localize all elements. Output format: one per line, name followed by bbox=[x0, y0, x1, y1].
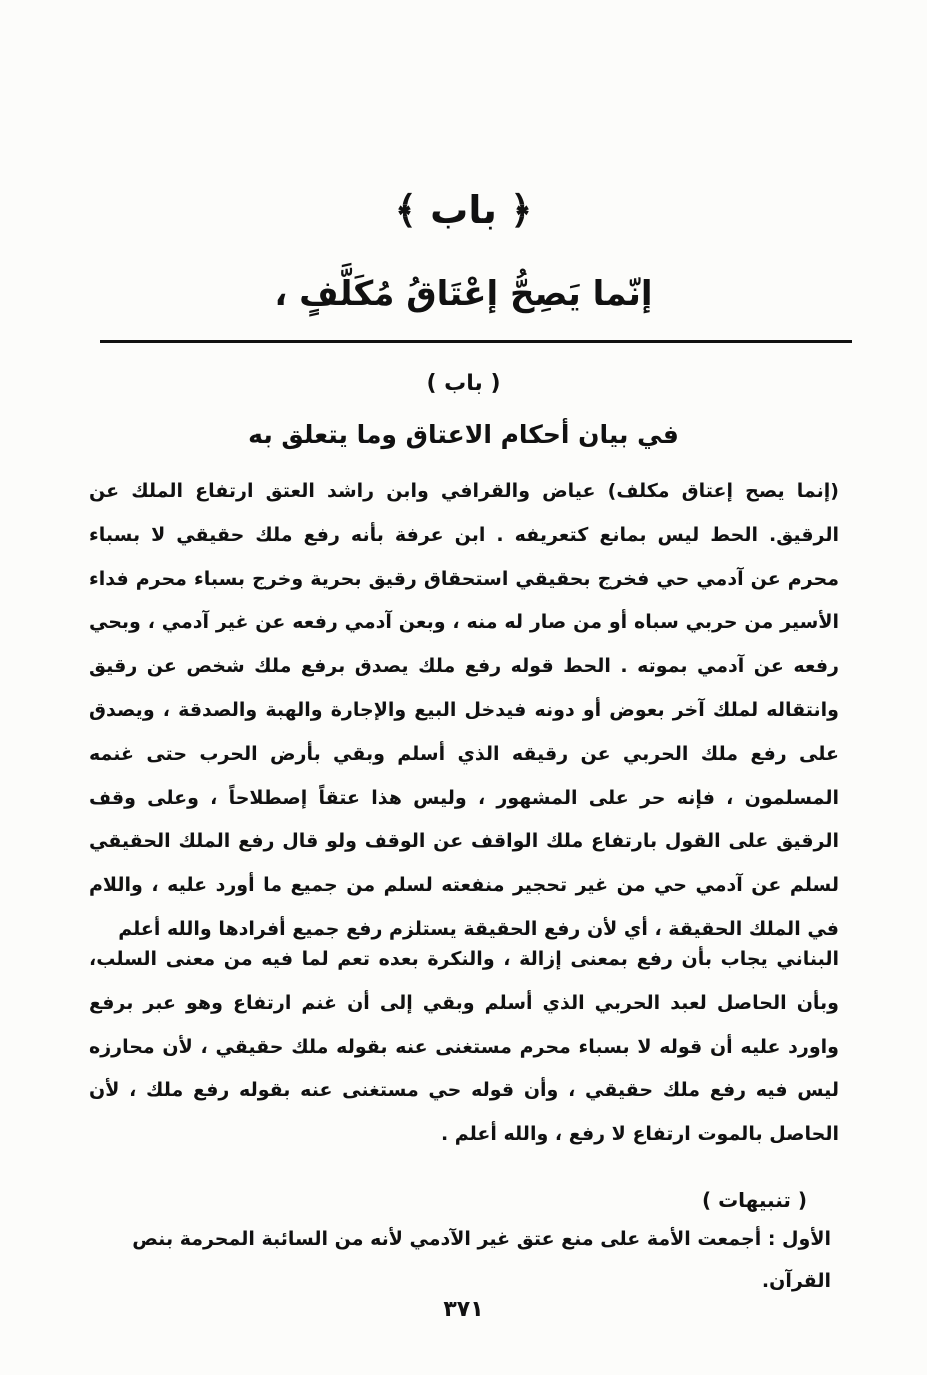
sub-title: في بيان أحكام الاعتاق وما يتعلق به bbox=[248, 420, 679, 449]
heading-divider bbox=[100, 340, 852, 343]
body-paragraph-2: البناني يجاب بأن رفع بمعنى إزالة ، والنكرة بعده تعم لما فيه من معنى السلب، وبأن الحاصل لعبد الحربي الذي أسلم وبقي إلى أن غنم ارتفاع وهو عبر برفع واورد عليه أن قوله لا بسباء محرم مستغنى عنه بقوله ملك حقيقي ، لأن محارزه ليس فيه رفع ملك حقيقي ، وأن قوله حي مستغنى عنه بقوله رفع ملك ، لأن الحاصل بالموت ارتفاع لا رفع ، والله أعلم . bbox=[89, 948, 839, 1146]
body-paragraph-1: (إنما يصح إعتاق مكلف) عياض والقرافي وابن راشد العتق ارتفاع الملك عن الرقيق. الحط ليس بمانع كتعريفه . ابن عرفة بأنه رفع ملك حقيقي لا بسباء محرم عن آدمي حي فخرج بحقيقي استحقاق رقيق بحرية وخرج بسباء محرم فداء الأسير من حربي سباه أو من صار له منه ، وبعن آدمي رفعه عن غير آدمي ، وبحي رفعه عن آدمي بموته . الحط قوله رفع ملك يصدق برفع ملك شخص عن رقيق وانتقاله لملك آخر بعوض أو دونه فيدخل البيع والإجارة والهبة والصدقة ، ويصدق على رفع ملك الحربي عن رقيقه الذي أسلم وبقي بأرض الحرب حتى غنمه المسلمون ، فإنه حر على المشهور ، وليس هذا عتقاً إصطلاحاً ، وعلى وقف الرقيق على القول بارتفاع ملك الواقف عن الوقف ولو قال رفع الملك الحقيقي لسلم عن آدمي حي من غير تحجير منفعته لسلم من جميع ما أورد عليه ، واللام في الملك الحقيقة ، أي لأن رفع الحقيقة يستلزم رفع جميع أفرادها والله أعلم bbox=[89, 480, 839, 940]
sub-heading: ( باب ) bbox=[426, 371, 501, 396]
notes-first-item: الأول : أجمعت الأمة على منع عتق غير الآدمي لأنه من السائبة المحرمة بنص القرآن. bbox=[132, 1228, 831, 1292]
notes-heading: ( تنبيهات ) bbox=[701, 1188, 807, 1212]
main-heading: إنّما يَصِحُّ إعْتَاقُ مُكَلَّفٍ ، bbox=[274, 274, 653, 314]
chapter-title: ﴿ باب ﴾ bbox=[394, 188, 533, 232]
page-number: ٣٧١ bbox=[443, 1297, 484, 1322]
